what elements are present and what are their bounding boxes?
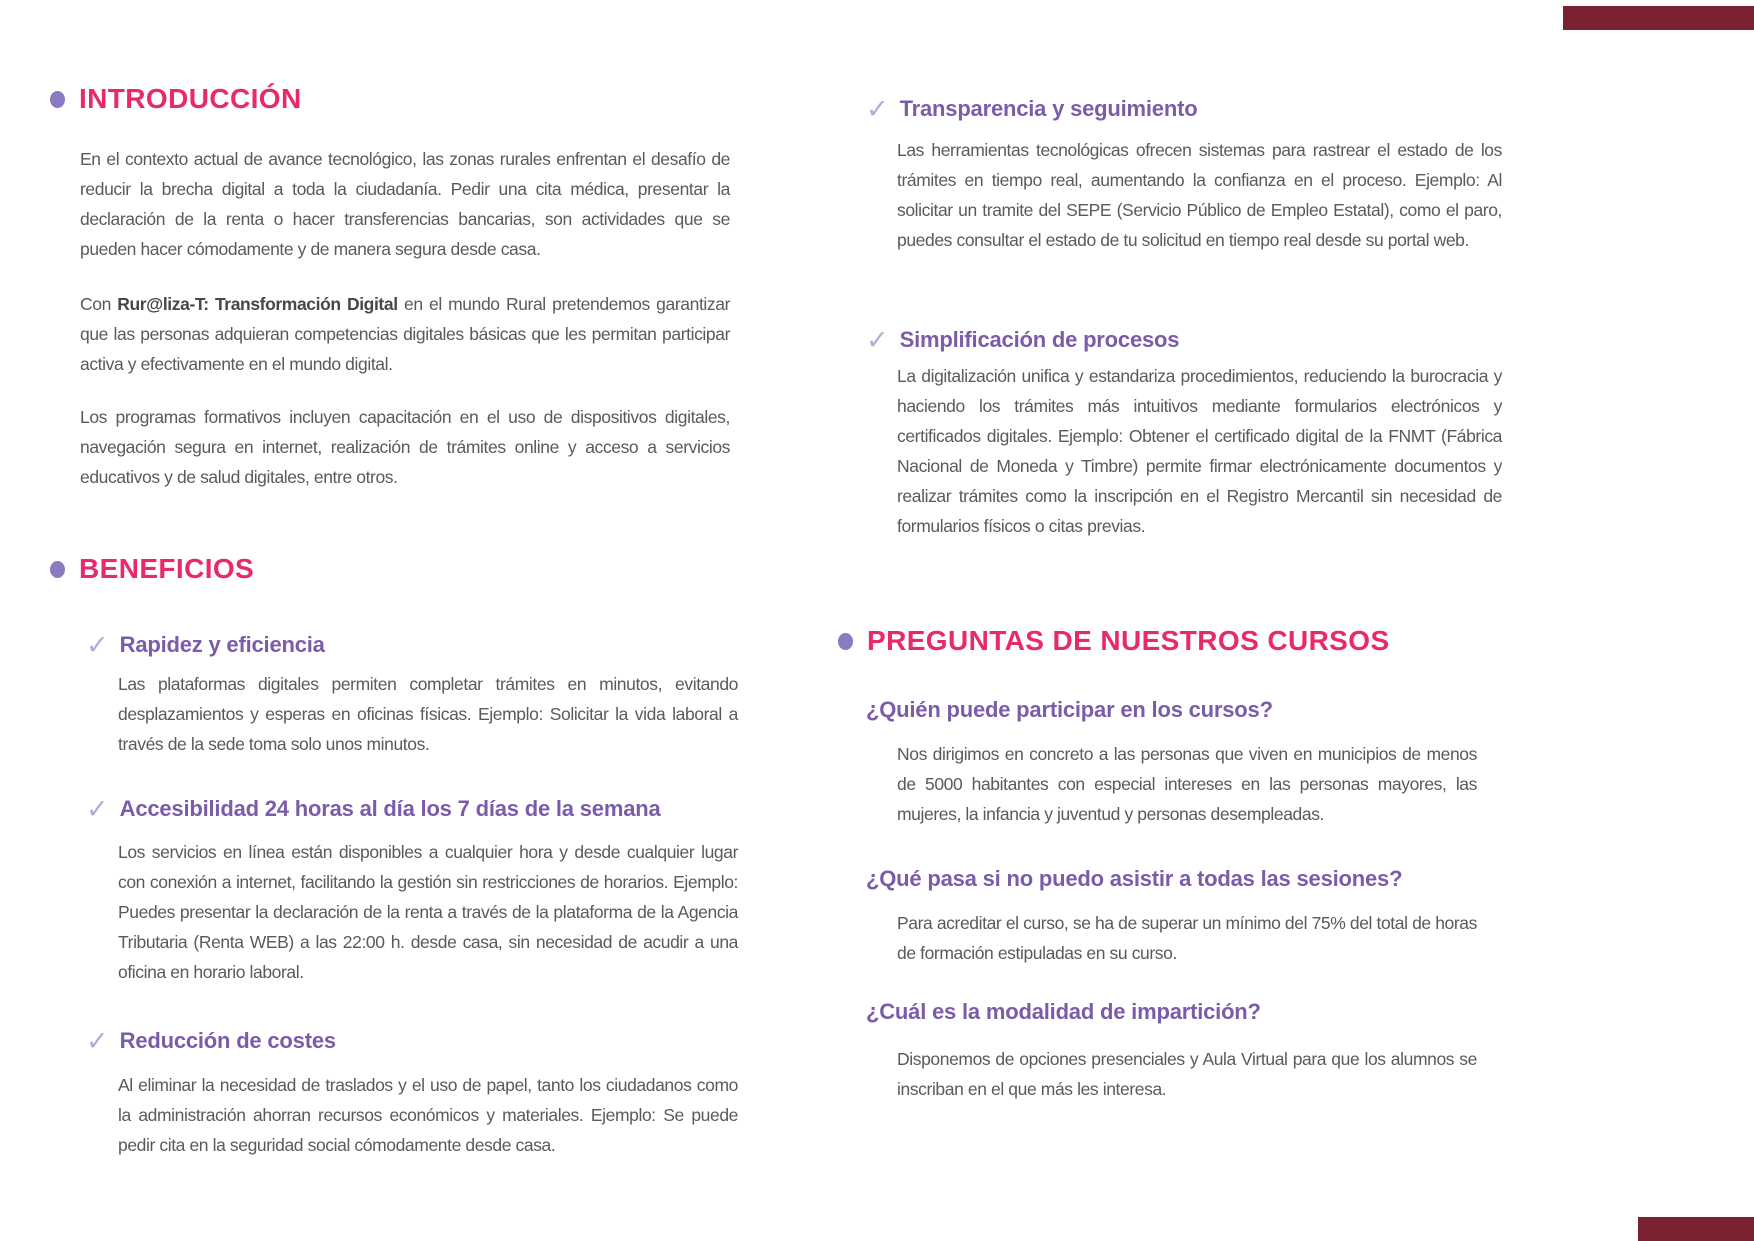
faq-question-modalidad: ¿Cuál es la modalidad de impartición? [866, 999, 1261, 1024]
feature-body-transparencia: Las herramientas tecnológicas ofrecen sistemas para rastrear el estado de los trámites en tiempo real, aumentando la confianza en el proceso. Ejemplo: Al solicitar un tramite del SEPE (Servicio Público de Empleo Estatal), como el paro, puedes consultar el estado de tu solicitud en tiempo real desde su portal web. [897, 140, 1502, 250]
check-icon: ✓ [86, 1026, 109, 1057]
check-icon: ✓ [86, 794, 109, 825]
feature-heading-transparencia: Transparencia y seguimiento [899, 96, 1198, 121]
program-name: Rur@liza-T: Transformación Digital [117, 294, 398, 314]
feature-body-simplificacion: La digitalización unifica y estandariza procedimientos, reduciendo la burocracia y haciendo los trámites más intuitivos mediante formularios electrónicos y certificados digitales. Ejemplo: Obtener el certificado digital de la FNMT (Fábrica Nacional de Moneda y Timbre) permite firmar electrónicamente documentos y realizar trámites como la inscripción en el Registro Mercantil sin necesidad de formularios físicos o citas previas. [897, 366, 1502, 536]
bullet-icon [50, 91, 65, 108]
feature-item-heading [866, 323, 1179, 354]
corner-accent-bottom-right [1638, 1217, 1754, 1241]
faq-title: PREGUNTAS DE NUESTROS CURSOS [867, 625, 1390, 656]
faq-question-sesiones: ¿Qué pasa si no puedo asistir a todas las sesiones? [866, 866, 1403, 891]
benefit-heading-rapidez: Rapidez y eficiencia [119, 632, 325, 657]
benefit-item-heading [86, 628, 325, 659]
corner-accent-top-right [1563, 6, 1754, 30]
check-icon: ✓ [86, 630, 109, 661]
feature-item-heading [866, 92, 1197, 123]
intro-paragraph-2-prefix: Con [80, 294, 118, 314]
benefit-item-heading [86, 792, 661, 823]
faq-answer-modalidad: Disponemos de opciones presenciales y Aula Virtual para que los alumnos se inscriban en el que más les interesa. [897, 1049, 1477, 1099]
benefit-body-accesibilidad: Los servicios en línea están disponibles a cualquier hora y desde cualquier lugar con conexión a internet, facilitando la gestión sin restricciones de horarios. Ejemplo: Puedes presentar la declaración de la renta a través de la plataforma de la Agencia Tributaria (Renta WEB) a las 22:00 h. desde casa, sin necesidad de acudir a una oficina en horario laboral. [118, 842, 738, 982]
faq-answer-participar: Nos dirigimos en concreto a las personas que viven en municipios de menos de 5000 habitantes con especial intereses en las personas mayores, las mujeres, la infancia y juventud y personas desempleadas. [897, 744, 1477, 824]
benefit-heading-reduccion: Reducción de costes [119, 1028, 336, 1053]
benefit-heading-accesibilidad: Accesibilidad 24 horas al día los 7 días de la semana [119, 796, 661, 821]
benefit-item-heading [86, 1024, 336, 1055]
benefits-title: BENEFICIOS [79, 553, 255, 584]
check-icon: ✓ [866, 325, 889, 356]
intro-paragraph-2 [80, 289, 730, 379]
bullet-icon [50, 561, 65, 578]
intro-paragraph-2-suffix: en el mundo Rural pretendemos garantizar que las personas adquieran competencias digitales básicas que les permitan participar activa y efectivamente en el mundo digital. [80, 294, 730, 374]
intro-section-header [50, 84, 302, 115]
intro-paragraph-1: En el contexto actual de avance tecnológico, las zonas rurales enfrentan el desafío de reducir la brecha digital a toda la ciudadanía. Pedir una cita médica, presentar la declaración de la renta o hacer transferencias bancarias, son actividades que se pueden hacer cómodamente y de manera segura desde casa. [80, 149, 730, 259]
faq-question-participar: ¿Quién puede participar en los cursos? [866, 697, 1273, 722]
benefit-body-reduccion: Al eliminar la necesidad de traslados y el uso de papel, tanto los ciudadanos como la administración ahorran recursos económicos y materiales. Ejemplo: Se puede pedir cita en la seguridad social cómodamente desde casa. [118, 1075, 738, 1155]
intro-title: INTRODUCCIÓN [79, 83, 302, 114]
faq-section-header [838, 626, 1390, 657]
faq-answer-sesiones: Para acreditar el curso, se ha de superar un mínimo del 75% del total de horas de formación estipuladas en su curso. [897, 913, 1477, 963]
benefits-section-header [50, 554, 254, 585]
benefit-body-rapidez: Las plataformas digitales permiten completar trámites en minutos, evitando desplazamientos y esperas en oficinas físicas. Ejemplo: Solicitar la vida laboral a través de la sede toma solo unos minutos. [118, 674, 738, 754]
feature-heading-simplificacion: Simplificación de procesos [899, 327, 1180, 352]
intro-paragraph-3: Los programas formativos incluyen capacitación en el uso de dispositivos digitales, navegación segura en internet, realización de trámites online y acceso a servicios educativos y de salud digitales, entre otros. [80, 407, 730, 487]
check-icon: ✓ [866, 94, 889, 125]
bullet-icon [838, 633, 853, 650]
